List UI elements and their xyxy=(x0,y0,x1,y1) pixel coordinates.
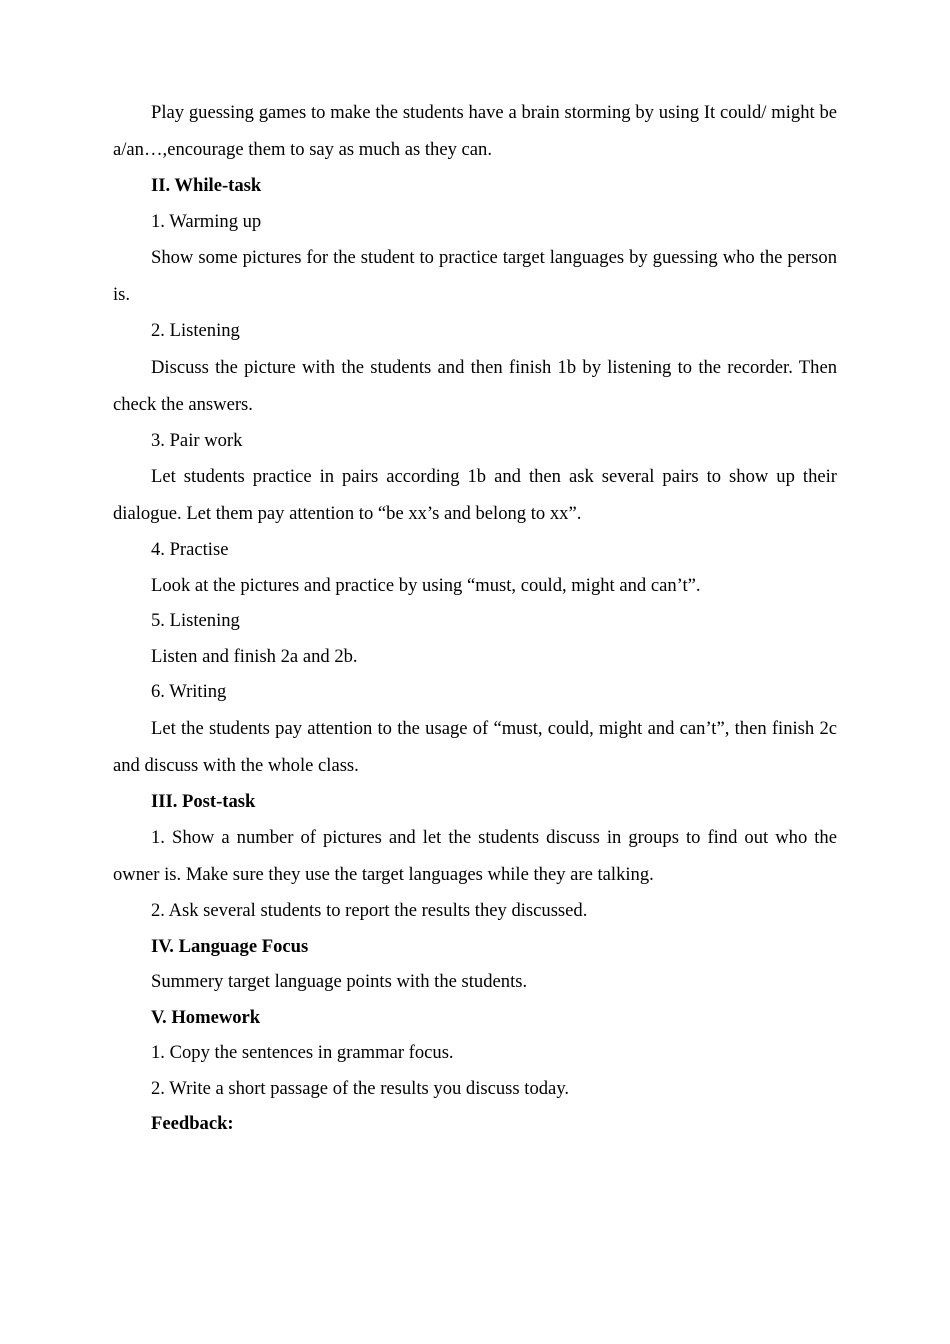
step-heading-listening-1: 2. Listening xyxy=(151,320,240,341)
post-task-item-2: 2. Ask several students to report the results they discussed. xyxy=(151,900,588,921)
language-focus-paragraph: Summery target language points with the students. xyxy=(151,971,528,992)
writing-paragraph: Let the students pay attention to the usage of “must, could, might and can’t”, then finish 2c and discuss with the whole class. xyxy=(113,717,837,776)
listening-2-paragraph: Listen and finish 2a and 2b. xyxy=(151,645,358,667)
step-heading-listening-2: 5. Listening xyxy=(151,610,240,631)
warming-up-paragraph: Show some pictures for the student to practice target languages by guessing who the person is. xyxy=(113,247,837,305)
intro-paragraph: Play guessing games to make the students have a brain storming by using It could/ might be a/an…,encourage them to say as much as they can. xyxy=(113,102,837,160)
post-task-item-1: 1. Show a number of pictures and let the students discuss in groups to find out who the owner is. Make sure they use the target languages while they are talking. xyxy=(113,827,837,885)
section-heading-post-task: III. Post-task xyxy=(151,790,256,812)
step-heading-pair-work: 3. Pair work xyxy=(151,429,243,451)
section-heading-feedback: Feedback: xyxy=(151,1113,234,1134)
section-heading-language-focus: IV. Language Focus xyxy=(151,935,309,957)
step-heading-practise: 4. Practise xyxy=(151,539,229,560)
pair-work-paragraph: Let students practice in pairs according 1b and then ask several pairs to show up their dialogue. Let them pay attention to “be xx’s and belong to xx”. xyxy=(113,466,837,524)
homework-item-2: 2. Write a short passage of the results you discuss today. xyxy=(151,1077,570,1099)
step-heading-warming-up: 1. Warming up xyxy=(151,210,262,232)
practise-paragraph: Look at the pictures and practice by using “must, could, might and can’t”. xyxy=(151,574,701,596)
section-heading-while-task: II. While-task xyxy=(151,175,262,196)
document-body xyxy=(113,94,837,1142)
step-heading-writing: 6. Writing xyxy=(151,681,227,702)
listening-1-paragraph: Discuss the picture with the students and then finish 1b by listening to the recorder. Then check the answers. xyxy=(113,356,837,415)
homework-item-1: 1. Copy the sentences in grammar focus. xyxy=(151,1042,454,1063)
section-heading-homework: V. Homework xyxy=(151,1006,261,1028)
